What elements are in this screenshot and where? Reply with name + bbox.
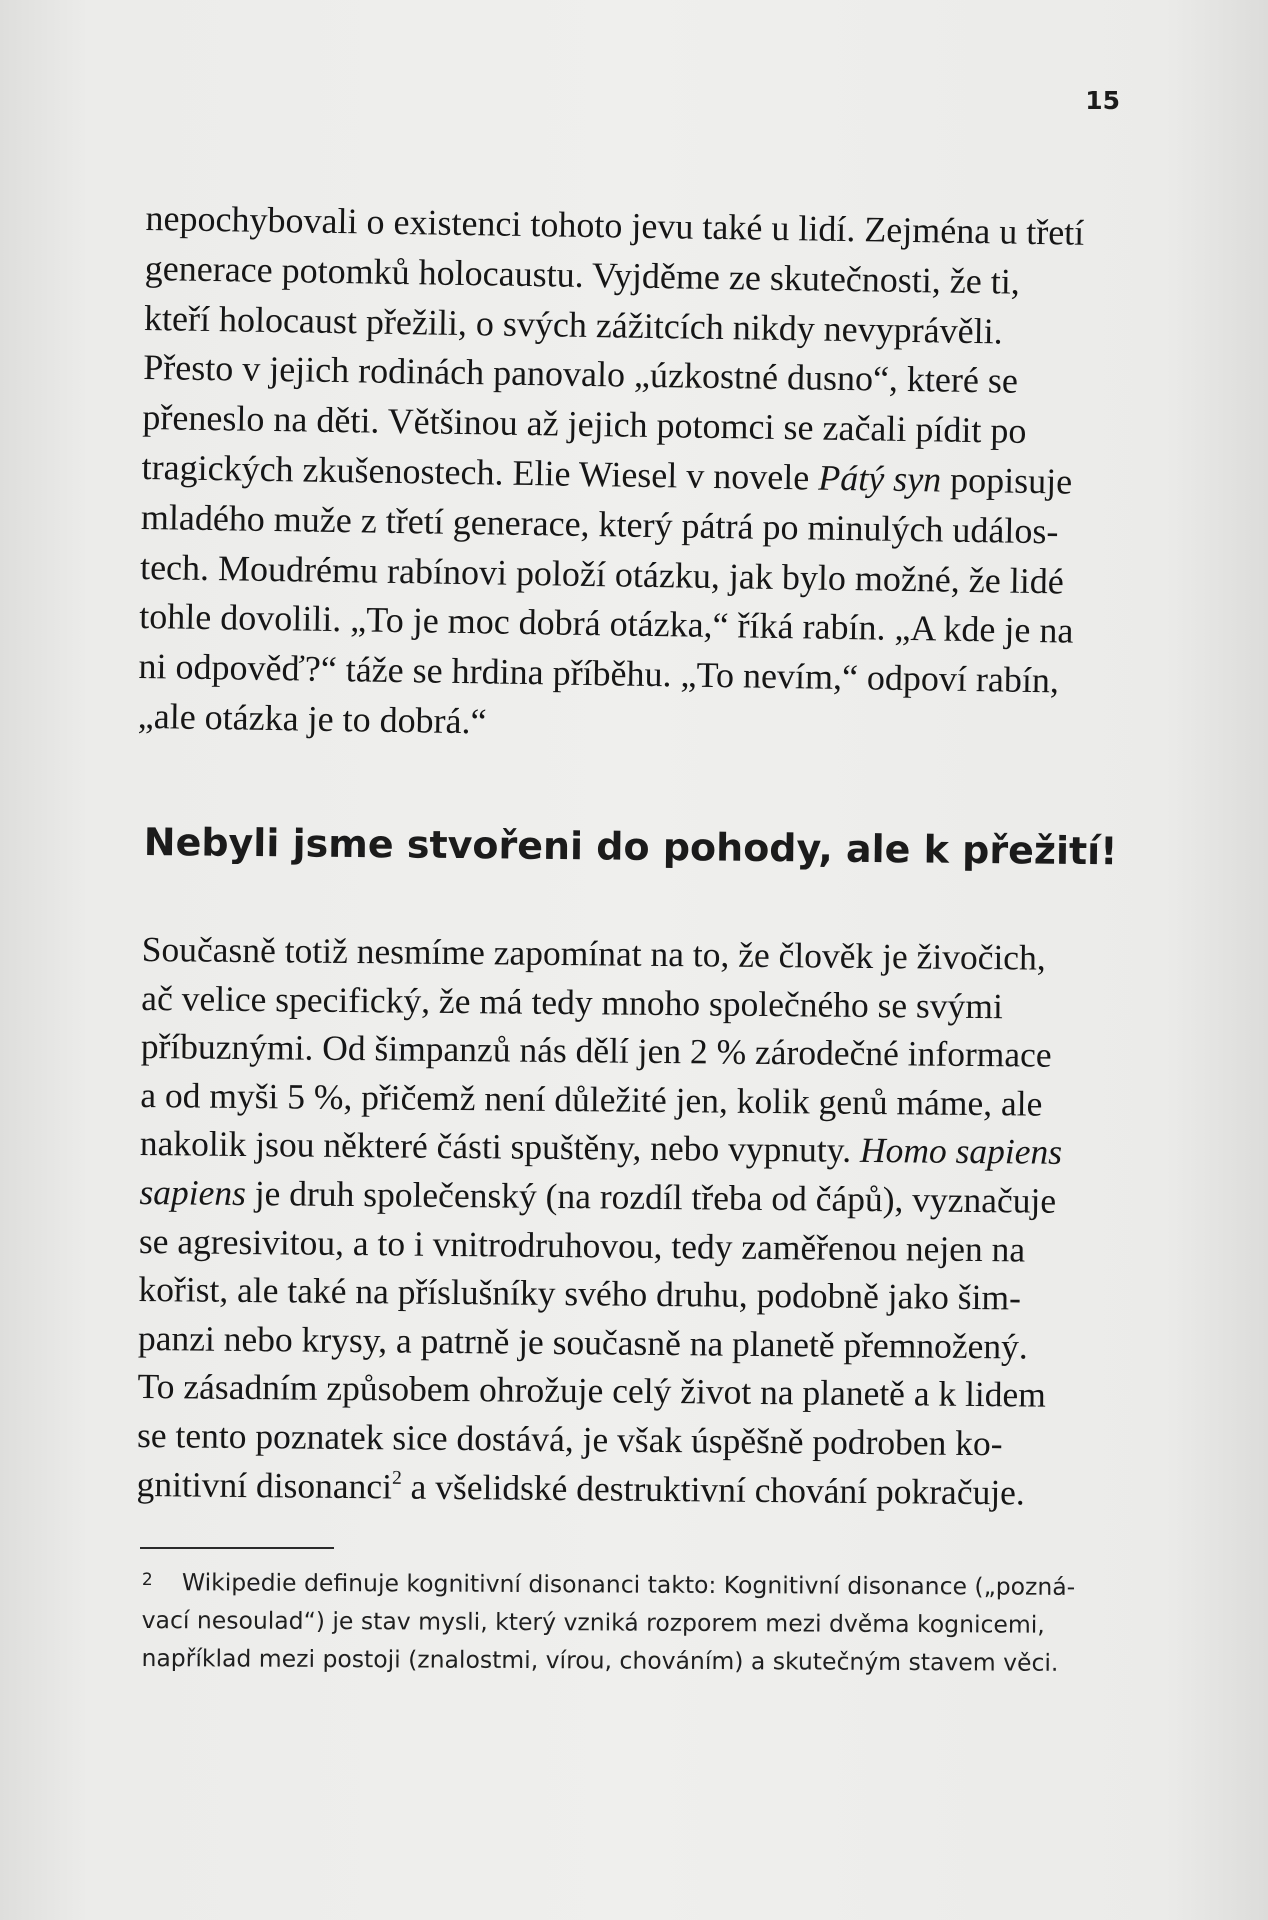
footnote-reference: 2 bbox=[391, 1467, 402, 1489]
paragraph-2-line: gnitivní disonanci bbox=[136, 1463, 393, 1506]
book-title-italic: Pátý syn bbox=[817, 457, 942, 500]
paragraph-1-line: „ale otázka je to dobrá.“ bbox=[137, 695, 487, 742]
section-paragraph-block bbox=[136, 925, 1114, 1517]
footnote-line: Wikipedie definuje kognitivní disonanci takto: Kognitivní disonance („pozná- bbox=[181, 1568, 1076, 1601]
paragraph-2-line: a všelidské destruktivní chování pokračuje. bbox=[401, 1466, 1026, 1513]
paragraph-1-line: přeneslo na děti. Většinou až jejich potomci se začali pídit po bbox=[142, 397, 1027, 452]
footnote-separator bbox=[140, 1547, 334, 1549]
paragraph-1-line: popisuje bbox=[940, 459, 1073, 502]
species-name-italic: sapiens bbox=[139, 1171, 247, 1213]
species-name-italic: Homo sapiens bbox=[859, 1130, 1063, 1173]
paragraph-2-line: příbuznými. Od šimpanzů nás dělí jen 2 % zárodečné informace bbox=[140, 1026, 1052, 1075]
paragraph-2-line: nakolik jsou některé části spuštěny, nebo vypnuty. bbox=[139, 1123, 861, 1171]
paragraph-2-line: ač velice specifický, že má tedy mnoho společného se svými bbox=[141, 977, 1004, 1026]
paragraph-1-line: ni odpověď?“ táže se hrdina příběhu. „To nevím,“ odpoví rabín, bbox=[138, 646, 1060, 701]
paragraph-1-line: tragických zkušenostech. Elie Wiesel v novele bbox=[141, 446, 819, 498]
paragraph-2-line: se tento poznatek sice dostává, je však úspěšně podroben ko- bbox=[136, 1414, 1003, 1464]
footnote-marker: 2 bbox=[141, 1569, 153, 1591]
paragraph-1-line: nepochybovali o existenci tohoto jevu také u lidí. Zejména u třetí bbox=[145, 197, 1085, 253]
paragraph-2-line: je druh společenský (na rozdíl třeba od čápů), vyznačuje bbox=[245, 1172, 1057, 1221]
paragraph-1-line: generace potomků holocaustu. Vyjděme ze skutečnosti, že ti, bbox=[144, 247, 1021, 302]
section-heading: Nebyli jsme stvořeni do pohody, ale k přežití! bbox=[143, 819, 1118, 874]
paragraph-2-line: se agresivitou, a to i vnitrodruhovou, tedy zaměřenou nejen na bbox=[138, 1220, 1026, 1270]
paragraph-1-line: tech. Moudrému rabínovi položí otázku, jak bylo možné, že lidé bbox=[139, 546, 1065, 602]
paragraph-2-line: Současně totiž nesmíme zapomínat na to, že člověk je živočich, bbox=[141, 928, 1046, 978]
footnote-line: vací nesoulad“) je stav mysli, který vzniká rozporem mezi dvěma kognicemi, bbox=[141, 1605, 1045, 1639]
paragraph-1-line: tohle dovolili. „To je moc dobrá otázka,“ říká rabín. „A kde je na bbox=[139, 596, 1074, 651]
paragraph-2-line: panzi nebo krysy, a patrně je současně na planetě přemnožený. bbox=[137, 1317, 1028, 1367]
footnote-text bbox=[141, 1561, 1112, 1682]
footnote-block bbox=[141, 1561, 1112, 1682]
section-paragraph bbox=[136, 925, 1114, 1517]
paragraph-1-line: mladého muže z třetí generace, který pátrá po minulých událos- bbox=[140, 496, 1059, 552]
footnote-line: například mezi postoji (znalostmi, vírou, chováním) a skutečným stavem věci. bbox=[141, 1643, 1059, 1677]
paragraph-1-line: kteří holocaust přežili, o svých zážitcích nikdy nevyprávěli. bbox=[143, 297, 1003, 352]
page-number: 15 bbox=[1085, 86, 1120, 115]
paragraph-2-line: a od myši 5 %, přičemž není důležité jen, kolik genů máme, ale bbox=[140, 1074, 1043, 1124]
paragraph-2-line: kořist, ale také na příslušníky svého druhu, podobně jako šim- bbox=[138, 1269, 1022, 1318]
opening-paragraph-block bbox=[137, 194, 1115, 757]
paragraph-1-line: Přesto v jejich rodinách panovalo „úzkostné dusno“, které se bbox=[142, 347, 1019, 402]
opening-paragraph bbox=[137, 194, 1115, 757]
paragraph-2-line: To zásadním způsobem ohrožuje celý život na planetě a k lidem bbox=[137, 1366, 1047, 1416]
